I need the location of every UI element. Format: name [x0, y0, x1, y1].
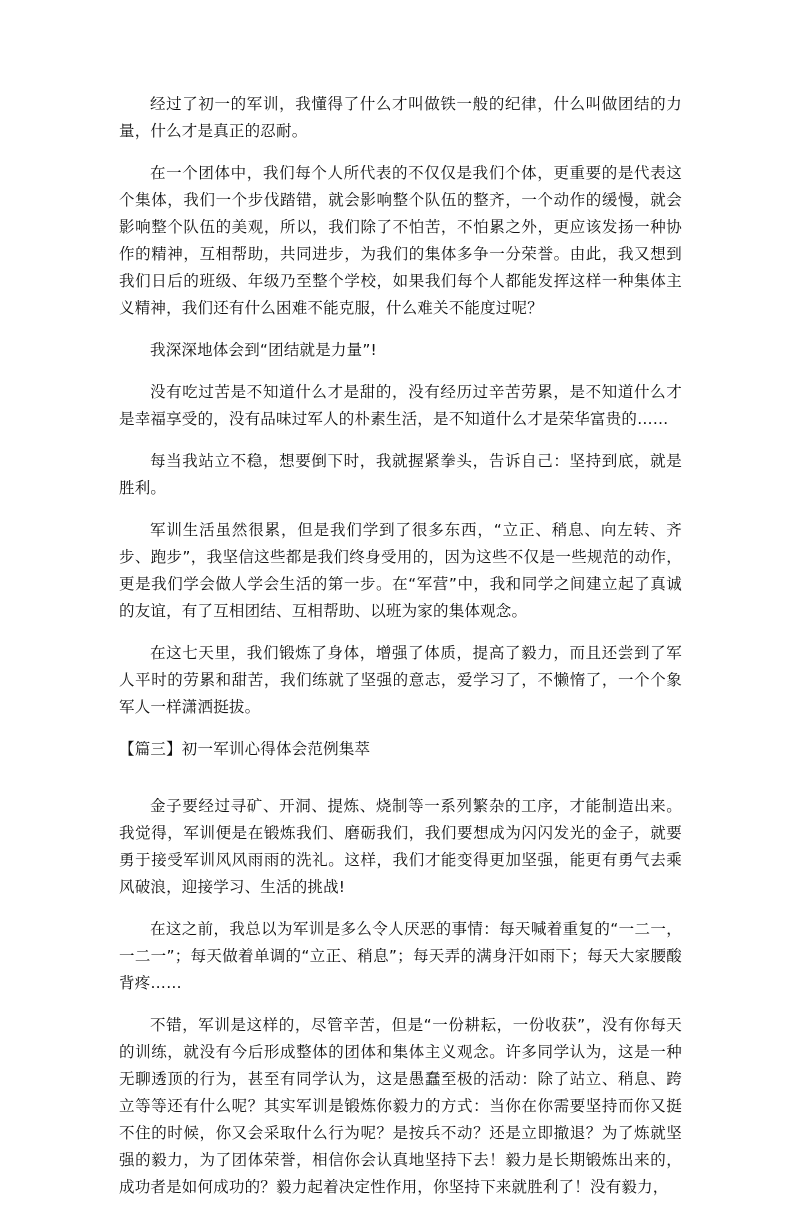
document-body — [119, 91, 682, 1216]
paragraph-3: 我深深地体会到“团结就是力量”! — [150, 341, 377, 359]
paragraph-4: 没有吃过苦是不知道什么才是甜的，没有经历过辛苦劳累，是不知道什么才是幸福享受的，没有品味过军人的朴素生活，是不知道什么才是荣华富贵的…… — [119, 383, 682, 428]
paragraph-1: 经过了初一的军训，我懂得了什么才叫做铁一般的纪律，什么叫做团结的力量，什么才是真正的忍耐。 — [119, 95, 682, 140]
paragraph-9: 在这之前，我总以为军训是多么令人厌恶的事情：每天喊着重复的“一二一，一二一”；每天做着单调的“立正、稍息”；每天弄的满身汗如雨下；每天大家腰酸背疼…… — [119, 920, 682, 992]
paragraph-6: 军训生活虽然很累，但是我们学到了很多东西，“立正、稍息、向左转、齐步、跑步”，我坚信这些都是我们终身受用的，因为这些不仅是一些规范的动作，更是我们学会做人学会生活的第一步。在“军营”中，我和同学之间建立起了真诚的友谊，有了互相团结、互相帮助、以班为家的集体观念。 — [119, 521, 682, 620]
paragraph-2: 在一个团体中，我们每个人所代表的不仅仅是我们个体，更重要的是代表这个集体，我们一个步伐踏错，就会影响整个队伍的整齐，一个动作的缓慢，就会影响整个队伍的美观，所以，我们除了不怕苦，不怕累之外，更应该发扬一种协作的精神，互相帮助，共同进步，为我们的集体多争一分荣誉。由此，我又想到我们日后的班级、年级乃至整个学校，如果我们每个人都能发挥这样一种集体主义精神，我们还有什么困难不能克服，什么难关不能度过呢？ — [119, 164, 682, 317]
paragraph-5: 每当我站立不稳，想要倒下时，我就握紧拳头，告诉自己：坚持到底，就是胜利。 — [119, 452, 682, 497]
section-spacer — [119, 763, 682, 793]
section-heading: 【篇三】初一军训心得体会范例集萃 — [119, 740, 371, 758]
paragraph-8: 金子要经过寻矿、开洞、提炼、烧制等一系列繁杂的工序，才能制造出来。我觉得，军训便是在锻炼我们、磨砺我们，我们要想成为闪闪发光的金子，就要勇于接受军训风风雨雨的洗礼。这样，我们才能变得更加坚强，能更有勇气去乘风破浪，迎接学习、生活的挑战! — [119, 797, 682, 896]
paragraph-10: 不错，军训是这样的，尽管辛苦，但是“一份耕耘，一份收获”，没有你每天的训练，就没有今后形成整体的团体和集体主义观念。许多同学认为，这是一种无聊透顶的行为，甚至有同学认为，这是愚蠢至极的活动：除了站立、稍息、跨立等等还有什么呢？其实军训是锻炼你毅力的方式：当你在你需要坚持而你又挺不住的时候，你又会采取什么行为呢？是按兵不动？还是立即撤退？为了炼就坚强的毅力，为了团体荣誉，相信你会认真地坚持下去！毅力是长期锻炼出来的，成功者是如何成功的？毅力起着决定性作用，你坚持下来就胜利了！没有毅力， — [119, 1016, 682, 1196]
paragraph-7: 在这七天里，我们锻炼了身体，增强了体质，提高了毅力，而且还尝到了军人平时的劳累和甜苦，我们练就了坚强的意志，爱学习了，不懒惰了，一个个象军人一样潇洒挺拔。 — [119, 644, 682, 716]
